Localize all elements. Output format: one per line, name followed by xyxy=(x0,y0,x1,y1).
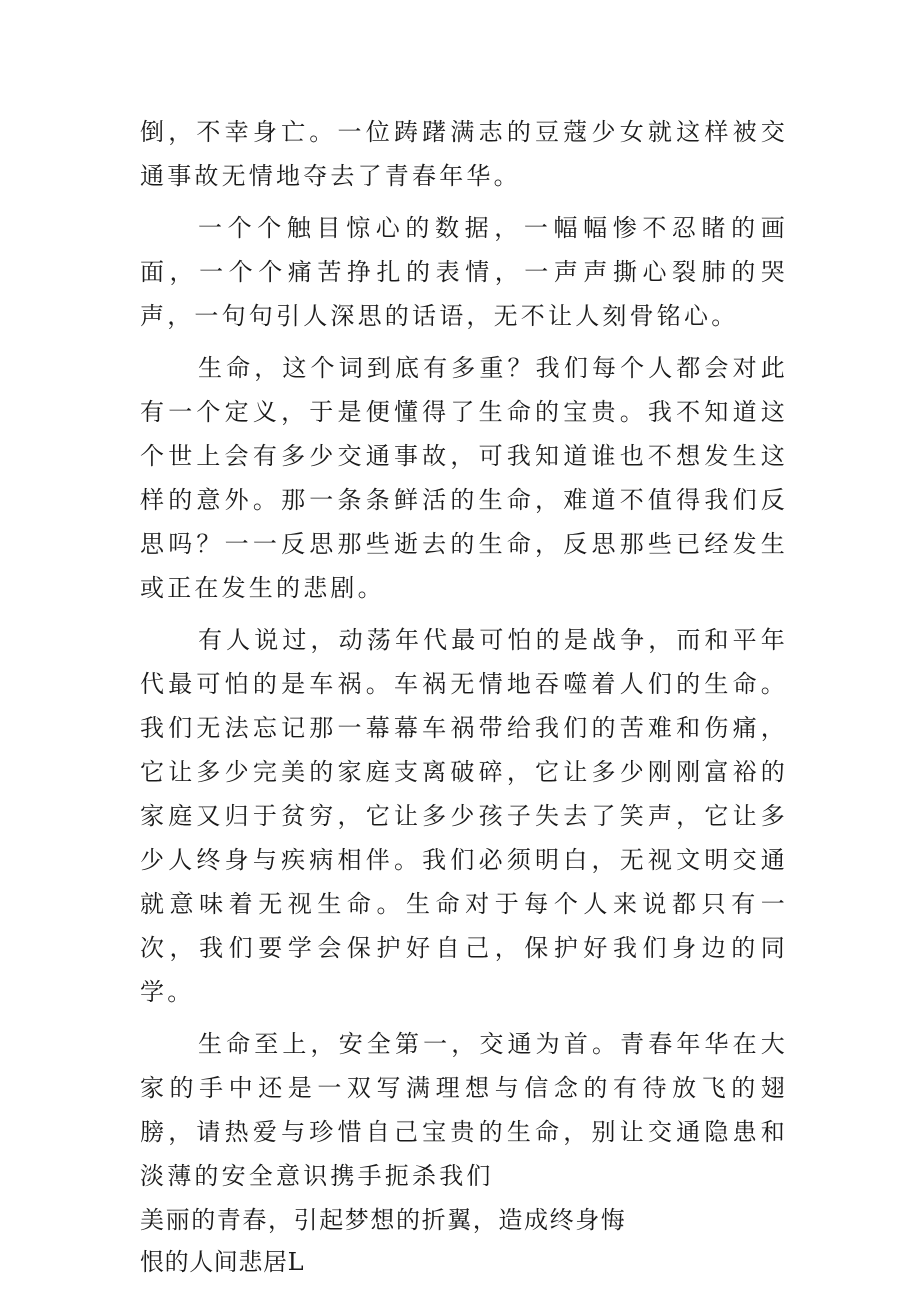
paragraph-3: 生命，这个词到底有多重？我们每个人都会对此有一个定义，于是便懂得了生命的宝贵。我不知道这个世上会有多少交通事故，可我知道谁也不想发生这样的意外。那一条条鲜活的生命，难道不值得我们反思吗？一一反思那些逝去的生命，反思那些已经发生或正在发生的悲剧。 xyxy=(140,354,788,602)
paragraph-5-tail-line-1: 美丽的青春，引起梦想的折翼，造成终身悔 xyxy=(140,1206,627,1234)
document-body xyxy=(140,110,788,1282)
paragraph-5-tail-line-2: 恨的人间悲居L xyxy=(140,1248,305,1276)
paragraph-5: 生命至上，安全第一，交通为首。青春年华在大家的手中还是一双写满理想与信念的有待放飞的翅膀，请热爱与珍惜自己宝贵的生命，别让交通隐患和淡薄的安全意识携手扼杀我们 xyxy=(140,1030,788,1190)
paragraph-1: 倒，不幸身亡。一位踌躇满志的豆蔻少女就这样被交通事故无情地夺去了青春年华。 xyxy=(140,118,788,190)
paragraph-4: 有人说过，动荡年代最可怕的是战争，而和平年代最可怕的是车祸。车祸无情地吞噬着人们的生命。我们无法忘记那一幕幕车祸带给我们的苦难和伤痛，它让多少完美的家庭支离破碎，它让多少刚刚富裕的家庭又归于贫穷，它让多少孩子失去了笑声，它让多少人终身与疾病相伴。我们必须明白，无视文明交通就意味着无视生命。生命对于每个人来说都只有一次，我们要学会保护好自己，保护好我们身边的同学。 xyxy=(140,626,788,1006)
paragraph-2: 一个个触目惊心的数据，一幅幅惨不忍睹的画面，一个个痛苦挣扎的表情，一声声撕心裂肺的哭声，一句句引人深思的话语，无不让人刻骨铭心。 xyxy=(140,214,788,330)
